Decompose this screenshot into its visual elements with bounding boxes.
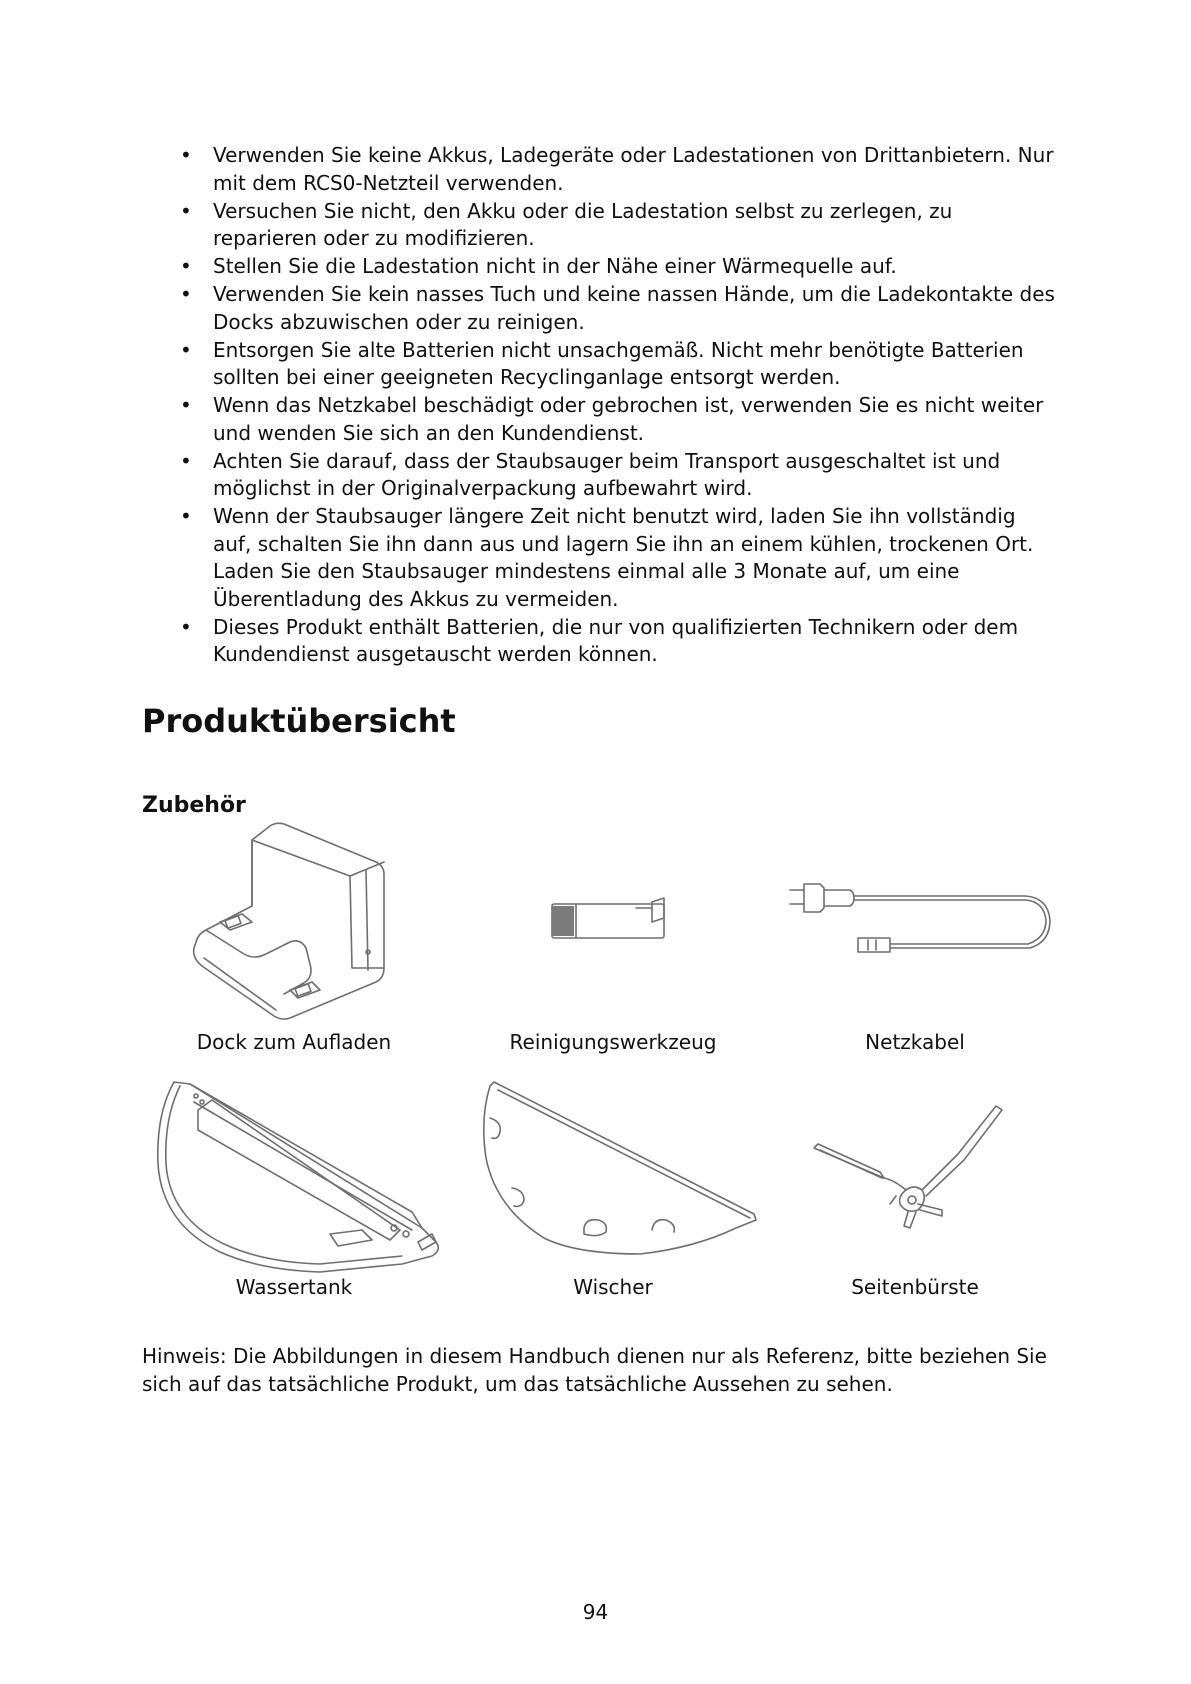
list-item: • Entsorgen Sie alte Batterien nicht unsachgemäß. Nicht mehr benötigte Batterien sollten bei einer geeigneten Recyclinganlage entsorgt werden. — [180, 337, 1024, 389]
water-tank-illustration — [150, 1074, 450, 1274]
note-text: Hinweis: Die Abbildungen in diesem Handbuch dienen nur als Referenz, bitte beziehen Sie sich auf das tatsächliche Produkt, um das tatsächliche Aussehen zu sehen. — [142, 1344, 1047, 1396]
list-item: • Dieses Produkt enthält Batterien, die nur von qualifizierten Technikern oder dem Kundendienst ausgetauscht werden können. — [180, 614, 1019, 666]
caption-mop: Wischer — [573, 1275, 653, 1299]
power-cable-illustration — [780, 880, 1060, 980]
caption-water-tank: Wassertank — [235, 1275, 353, 1299]
page-number: 94 — [582, 1600, 609, 1624]
list-item: • Wenn der Staubsauger längere Zeit nicht benutzt wird, laden Sie ihn vollständig auf, schalten Sie ihn dann aus und lagern Sie ihn an einem kühlen, trockenen Ort. Laden Sie den Staubsauger mindestens einmal alle 3 Monate auf, um eine Überentladung des Akkus zu vermeiden. — [180, 504, 1034, 611]
cleaning-tool-illustration — [540, 896, 680, 946]
caption-side-brush: Seitenbürste — [851, 1275, 979, 1299]
dock-illustration — [180, 818, 400, 1020]
side-brush-illustration — [810, 1100, 1010, 1240]
list-item: • Verwenden Sie kein nasses Tuch und keine nassen Hände, um die Ladekontakte des Docks abzuwischen oder zu reinigen. — [180, 282, 1055, 334]
subsection-heading: Zubehör — [142, 793, 246, 818]
mop-illustration — [480, 1078, 760, 1258]
safety-bullet-list — [180, 142, 1060, 669]
list-item: • Versuchen Sie nicht, den Akku oder die Ladestation selbst zu zerlegen, zu reparieren oder zu modifizieren. — [180, 198, 953, 250]
caption-dock: Dock zum Aufladen — [196, 1030, 392, 1054]
caption-power-cable: Netzkabel — [865, 1030, 965, 1054]
caption-cleaning-tool: Reinigungswerkzeug — [509, 1030, 717, 1054]
list-item: • Achten Sie darauf, dass der Staubsauger beim Transport ausgeschaltet ist und möglichst in der Originalverpackung aufbewahrt wird. — [180, 448, 1001, 500]
section-heading: Produktübersicht — [142, 702, 456, 740]
list-item: • Stellen Sie die Ladestation nicht in der Nähe einer Wärmequelle auf. — [180, 254, 897, 278]
list-item: • Verwenden Sie keine Akkus, Ladegeräte oder Ladestationen von Drittanbietern. Nur mit dem RCS0-Netzteil verwenden. — [180, 143, 1054, 195]
list-item: • Wenn das Netzkabel beschädigt oder gebrochen ist, verwenden Sie es nicht weiter und wenden Sie sich an den Kundendienst. — [180, 393, 1044, 445]
